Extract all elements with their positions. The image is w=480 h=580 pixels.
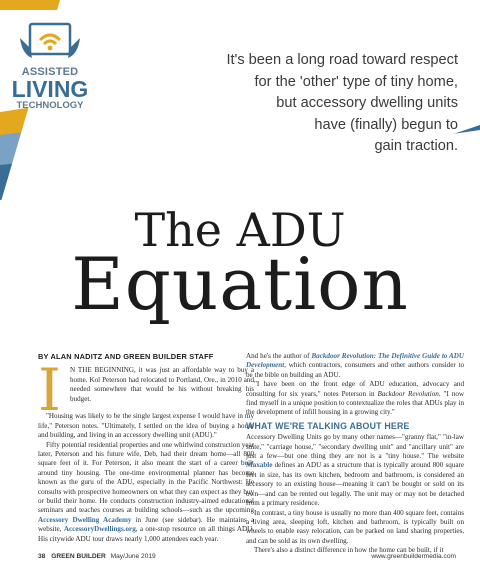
website-link[interactable]: AccessoryDwellings.org bbox=[63, 525, 136, 534]
logo-line-3: TECHNOLOGY bbox=[16, 100, 84, 111]
section-subhead: WHAT WE'RE TALKING ABOUT HERE bbox=[246, 420, 410, 431]
tagline bbox=[128, 50, 458, 158]
body-paragraph: "Housing was likely to be the single largest expense I would have in my life," Peterson notes. "Ultimately, I settled on the idea of buying a house and building, and living in an accessory dwelling unit (ADU)." bbox=[38, 412, 254, 440]
body-text: Fifty potential residential properties and one whirlwind construction year later, Peterson and his future wife, Deb, had their dream home—all 800 square feet of it. For Peterson, it also meant the start of a career built around tiny housing. The one-time environmental planner has become known as the guru of the ADU, especially in the Pacific Northwest: He consults with prospective homeowners on what they can expect as they buy or build their home. He conducts construction industry-aimed educational seminars and teaches courses at building schools—such as the upcoming bbox=[38, 440, 254, 515]
body-paragraph bbox=[38, 441, 254, 544]
body-text: "I have been on the front edge of ADU education, advocacy and consulting for six years," notes Peterson in bbox=[246, 380, 464, 398]
academy-link[interactable]: Accessory Dwelling Academy bbox=[38, 515, 132, 524]
maxable-link[interactable]: Maxable bbox=[246, 461, 273, 470]
issue-date: May/June 2019 bbox=[110, 553, 156, 560]
magazine-name: GREEN BUILDER bbox=[51, 553, 106, 560]
footer-website-link[interactable]: www.greenbuildermedia.com bbox=[371, 553, 456, 560]
tagline-line: gain traction. bbox=[374, 138, 458, 154]
body-text: , which contractors, consumers and other authors consider to be the bible on building an ADU. bbox=[246, 361, 464, 379]
body-text: Accessory Dwelling Units go by many other names—"granny flat," "in-law suite," "carriage house," "secondary dwelling unit" and "ancillary unit" are just a few—but one thing they are not is a "tiny house." The website bbox=[246, 433, 464, 461]
page-number: 38 bbox=[38, 553, 46, 560]
tagline-line: but accessory dwelling units bbox=[276, 95, 458, 111]
body-text: in June (see sidebar). He maintains a website, bbox=[38, 515, 254, 534]
tagline-line: It's been a long road toward respect bbox=[226, 52, 458, 68]
book-title: Backdoor Revolution: The Definitive Guide to ADU Development bbox=[246, 352, 464, 370]
tagline-line: for the 'other' type of tiny home, bbox=[254, 73, 458, 90]
lead-text: N THE BEGINNING, it was just an affordable way to buy a home. Kol Peterson had relocated to Portland, Ore., in 2010 and needed somewhere that would be his without breaking his budget. bbox=[70, 366, 254, 403]
book-title-inline: Backdoor Revolution bbox=[377, 389, 439, 398]
page-footer bbox=[38, 553, 456, 565]
article-column-left bbox=[38, 352, 254, 544]
body-text: And he's the author of bbox=[246, 352, 310, 360]
drop-cap: I bbox=[38, 356, 61, 425]
byline: BY ALAN NADITZ AND GREEN BUILDER STAFF bbox=[38, 352, 214, 361]
tagline-line: have (finally) begun to bbox=[314, 116, 458, 133]
body-paragraph bbox=[246, 352, 464, 380]
article-column-right bbox=[246, 352, 464, 556]
body-paragraph bbox=[246, 433, 464, 508]
body-paragraph bbox=[246, 380, 464, 418]
article-title-line-2: Equation bbox=[71, 242, 409, 326]
logo-line-2: LIVING bbox=[11, 76, 89, 102]
body-text: , a one-stop resource on all things ADU. His citywide ADU tour draws nearly 1,000 attendees each year. bbox=[38, 525, 254, 543]
body-paragraph: In contrast, a tiny house is usually no more than 400 square feet, contains a living area, sleeping loft, kitchen and bathroom, is typically built on wheels to enable easy relocation, can be parked on land sharing properties, and can be sold as its own dwelling. bbox=[246, 508, 464, 545]
tablet-wifi-hands-icon bbox=[18, 18, 82, 64]
body-text: . "I now find myself in a unique position to contextualize the roles that ADUs play in the development of infill housing in a growing city." bbox=[246, 389, 464, 417]
body-paragraph: There's also a distinct difference in how the home can be built, if it bbox=[254, 546, 444, 555]
article-title-line-1: The ADU bbox=[134, 203, 346, 257]
assisted-living-technology-logo bbox=[10, 18, 90, 130]
body-text: defines an ADU as a structure that is typically around 800 square feet in size, has its own kitchen, bedroom and bathroom, is considered an accessory to an existing house—meaning it can't be bought or sold on its own—and can be rented out legally. The unit may or may not be detached from a primary residence. bbox=[246, 461, 464, 508]
logo-line-1: ASSISTED bbox=[21, 66, 79, 78]
